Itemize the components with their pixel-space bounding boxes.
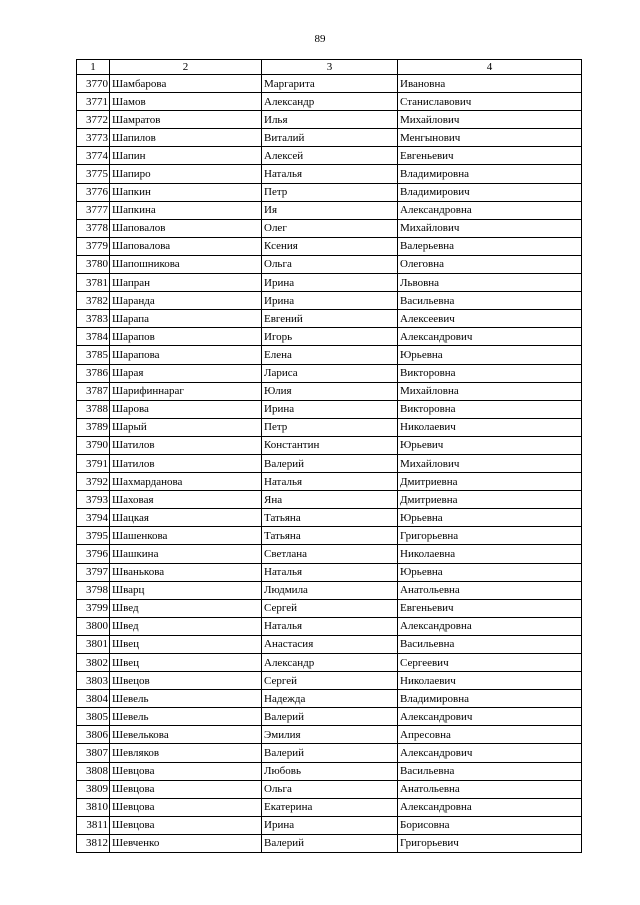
first-name-cell: Ольга — [262, 255, 398, 273]
patronymic-cell: Михайлович — [398, 219, 582, 237]
surname-cell: Шевченко — [110, 834, 262, 852]
first-name-cell: Александр — [262, 93, 398, 111]
table-row — [77, 599, 582, 617]
surname-cell: Шарифиннараг — [110, 382, 262, 400]
first-name-cell: Алексей — [262, 147, 398, 165]
patronymic-cell: Станиславович — [398, 93, 582, 111]
row-number-cell: 3809 — [77, 780, 110, 798]
patronymic-cell: Александровна — [398, 617, 582, 635]
first-name-cell: Наталья — [262, 473, 398, 491]
surname-cell: Шамратов — [110, 111, 262, 129]
patronymic-cell: Николаевич — [398, 672, 582, 690]
patronymic-cell: Дмитриевна — [398, 491, 582, 509]
patronymic-cell: Евгеньевич — [398, 147, 582, 165]
row-number-cell: 3772 — [77, 111, 110, 129]
table-row — [77, 654, 582, 672]
surname-cell: Шамов — [110, 93, 262, 111]
first-name-cell: Наталья — [262, 563, 398, 581]
surname-cell: Шамбарова — [110, 75, 262, 93]
surname-cell: Шацкая — [110, 509, 262, 527]
patronymic-cell: Ивановна — [398, 75, 582, 93]
table-header-row — [77, 60, 582, 75]
row-number-cell: 3779 — [77, 237, 110, 255]
patronymic-cell: Владимировна — [398, 690, 582, 708]
first-name-cell: Ия — [262, 201, 398, 219]
surname-cell: Шарый — [110, 418, 262, 436]
first-name-cell: Екатерина — [262, 798, 398, 816]
table-row — [77, 129, 582, 147]
row-number-cell: 3771 — [77, 93, 110, 111]
table-row — [77, 834, 582, 852]
table-row — [77, 690, 582, 708]
surname-cell: Шапошникова — [110, 255, 262, 273]
patronymic-cell: Анатольевна — [398, 780, 582, 798]
table-row — [77, 436, 582, 454]
table-row — [77, 93, 582, 111]
surname-cell: Шевель — [110, 708, 262, 726]
table-row — [77, 400, 582, 418]
patronymic-cell: Николаевна — [398, 545, 582, 563]
table-row — [77, 473, 582, 491]
row-number-cell: 3806 — [77, 726, 110, 744]
surname-cell: Швед — [110, 599, 262, 617]
surname-cell: Швецов — [110, 672, 262, 690]
patronymic-cell: Апресовна — [398, 726, 582, 744]
row-number-cell: 3803 — [77, 672, 110, 690]
table-row — [77, 527, 582, 545]
patronymic-cell: Евгеньевич — [398, 599, 582, 617]
patronymic-cell: Викторовна — [398, 364, 582, 382]
patronymic-cell: Васильевна — [398, 635, 582, 653]
row-number-cell: 3791 — [77, 454, 110, 472]
surname-cell: Шевцова — [110, 798, 262, 816]
patronymic-cell: Григорьевна — [398, 527, 582, 545]
table-row — [77, 418, 582, 436]
first-name-cell: Юлия — [262, 382, 398, 400]
table-row — [77, 744, 582, 762]
patronymic-cell: Юрьевна — [398, 509, 582, 527]
column-header-number: 1 — [77, 60, 110, 75]
surname-cell: Швед — [110, 617, 262, 635]
row-number-cell: 3808 — [77, 762, 110, 780]
surname-cell: Шарапов — [110, 328, 262, 346]
patronymic-cell: Владимировна — [398, 165, 582, 183]
first-name-cell: Татьяна — [262, 509, 398, 527]
row-number-cell: 3781 — [77, 274, 110, 292]
patronymic-cell: Александрович — [398, 328, 582, 346]
surname-cell: Шевцова — [110, 780, 262, 798]
table-row — [77, 75, 582, 93]
table-row — [77, 165, 582, 183]
table-row — [77, 762, 582, 780]
table-row — [77, 346, 582, 364]
table-row — [77, 292, 582, 310]
surname-cell: Шаповалов — [110, 219, 262, 237]
row-number-cell: 3801 — [77, 635, 110, 653]
row-number-cell: 3775 — [77, 165, 110, 183]
table-row — [77, 581, 582, 599]
patronymic-cell: Михайлович — [398, 454, 582, 472]
row-number-cell: 3780 — [77, 255, 110, 273]
surname-cell: Шевелькова — [110, 726, 262, 744]
row-number-cell: 3792 — [77, 473, 110, 491]
surname-cell: Шапкина — [110, 201, 262, 219]
first-name-cell: Игорь — [262, 328, 398, 346]
row-number-cell: 3784 — [77, 328, 110, 346]
patronymic-cell: Борисовна — [398, 816, 582, 834]
table-row — [77, 545, 582, 563]
surname-cell: Шевцова — [110, 762, 262, 780]
patronymic-cell: Александрович — [398, 708, 582, 726]
surname-cell: Шарапа — [110, 310, 262, 328]
surname-cell: Шатилов — [110, 454, 262, 472]
patronymic-cell: Михайловна — [398, 382, 582, 400]
patronymic-cell: Юрьевич — [398, 436, 582, 454]
patronymic-cell: Александровна — [398, 201, 582, 219]
surname-cell: Шаранда — [110, 292, 262, 310]
row-number-cell: 3793 — [77, 491, 110, 509]
table-row — [77, 274, 582, 292]
table-row — [77, 491, 582, 509]
table-row — [77, 219, 582, 237]
table-row — [77, 382, 582, 400]
table-row — [77, 201, 582, 219]
patronymic-cell: Владимирович — [398, 183, 582, 201]
column-header-surname: 2 — [110, 60, 262, 75]
patronymic-cell: Григорьевич — [398, 834, 582, 852]
names-table — [76, 59, 582, 853]
row-number-cell: 3810 — [77, 798, 110, 816]
first-name-cell: Ирина — [262, 274, 398, 292]
row-number-cell: 3790 — [77, 436, 110, 454]
first-name-cell: Татьяна — [262, 527, 398, 545]
table-row — [77, 237, 582, 255]
row-number-cell: 3786 — [77, 364, 110, 382]
surname-cell: Шарапова — [110, 346, 262, 364]
patronymic-cell: Алексеевич — [398, 310, 582, 328]
table-body — [77, 75, 582, 853]
table-row — [77, 780, 582, 798]
table-row — [77, 454, 582, 472]
row-number-cell: 3789 — [77, 418, 110, 436]
table-row — [77, 708, 582, 726]
first-name-cell: Людмила — [262, 581, 398, 599]
surname-cell: Шапиро — [110, 165, 262, 183]
patronymic-cell: Викторовна — [398, 400, 582, 418]
patronymic-cell: Анатольевна — [398, 581, 582, 599]
first-name-cell: Ирина — [262, 400, 398, 418]
row-number-cell: 3797 — [77, 563, 110, 581]
patronymic-cell: Менгынович — [398, 129, 582, 147]
patronymic-cell: Михайлович — [398, 111, 582, 129]
patronymic-cell: Александрович — [398, 744, 582, 762]
surname-cell: Шапкин — [110, 183, 262, 201]
first-name-cell: Илья — [262, 111, 398, 129]
patronymic-cell: Александровна — [398, 798, 582, 816]
row-number-cell: 3805 — [77, 708, 110, 726]
first-name-cell: Ксения — [262, 237, 398, 255]
row-number-cell: 3782 — [77, 292, 110, 310]
first-name-cell: Валерий — [262, 834, 398, 852]
column-header-patronymic: 4 — [398, 60, 582, 75]
surname-cell: Шашкина — [110, 545, 262, 563]
surname-cell: Шапин — [110, 147, 262, 165]
first-name-cell: Ирина — [262, 292, 398, 310]
first-name-cell: Ольга — [262, 780, 398, 798]
first-name-cell: Сергей — [262, 672, 398, 690]
first-name-cell: Александр — [262, 654, 398, 672]
row-number-cell: 3785 — [77, 346, 110, 364]
row-number-cell: 3812 — [77, 834, 110, 852]
row-number-cell: 3788 — [77, 400, 110, 418]
row-number-cell: 3773 — [77, 129, 110, 147]
surname-cell: Шевляков — [110, 744, 262, 762]
table-row — [77, 635, 582, 653]
table-row — [77, 310, 582, 328]
surname-cell: Швец — [110, 635, 262, 653]
first-name-cell: Наталья — [262, 165, 398, 183]
row-number-cell: 3787 — [77, 382, 110, 400]
row-number-cell: 3783 — [77, 310, 110, 328]
row-number-cell: 3778 — [77, 219, 110, 237]
first-name-cell: Виталий — [262, 129, 398, 147]
table-row — [77, 183, 582, 201]
table-row — [77, 364, 582, 382]
first-name-cell: Маргарита — [262, 75, 398, 93]
first-name-cell: Евгений — [262, 310, 398, 328]
page-number: 89 — [314, 33, 326, 45]
patronymic-cell: Сергеевич — [398, 654, 582, 672]
table-row — [77, 509, 582, 527]
row-number-cell: 3799 — [77, 599, 110, 617]
column-header-name: 3 — [262, 60, 398, 75]
patronymic-cell: Юрьевна — [398, 563, 582, 581]
row-number-cell: 3800 — [77, 617, 110, 635]
table-row — [77, 617, 582, 635]
first-name-cell: Яна — [262, 491, 398, 509]
surname-cell: Шахмарданова — [110, 473, 262, 491]
patronymic-cell: Васильевна — [398, 292, 582, 310]
row-number-cell: 3804 — [77, 690, 110, 708]
surname-cell: Шаповалова — [110, 237, 262, 255]
row-number-cell: 3794 — [77, 509, 110, 527]
first-name-cell: Валерий — [262, 708, 398, 726]
patronymic-cell: Дмитриевна — [398, 473, 582, 491]
surname-cell: Швец — [110, 654, 262, 672]
surname-cell: Шевцова — [110, 816, 262, 834]
surname-cell: Шаховая — [110, 491, 262, 509]
first-name-cell: Лариса — [262, 364, 398, 382]
patronymic-cell: Львовна — [398, 274, 582, 292]
patronymic-cell: Николаевич — [398, 418, 582, 436]
table-row — [77, 672, 582, 690]
table-row — [77, 111, 582, 129]
first-name-cell: Олег — [262, 219, 398, 237]
first-name-cell: Константин — [262, 436, 398, 454]
patronymic-cell: Олеговна — [398, 255, 582, 273]
table-row — [77, 816, 582, 834]
first-name-cell: Светлана — [262, 545, 398, 563]
first-name-cell: Любовь — [262, 762, 398, 780]
row-number-cell: 3776 — [77, 183, 110, 201]
table-row — [77, 328, 582, 346]
first-name-cell: Анастасия — [262, 635, 398, 653]
patronymic-cell: Юрьевна — [398, 346, 582, 364]
first-name-cell: Валерий — [262, 744, 398, 762]
table-row — [77, 563, 582, 581]
row-number-cell: 3798 — [77, 581, 110, 599]
first-name-cell: Валерий — [262, 454, 398, 472]
first-name-cell: Наталья — [262, 617, 398, 635]
surname-cell: Шашенкова — [110, 527, 262, 545]
row-number-cell: 3795 — [77, 527, 110, 545]
table-row — [77, 726, 582, 744]
first-name-cell: Надежда — [262, 690, 398, 708]
first-name-cell: Эмилия — [262, 726, 398, 744]
surname-cell: Шванькова — [110, 563, 262, 581]
surname-cell: Шарова — [110, 400, 262, 418]
first-name-cell: Ирина — [262, 816, 398, 834]
row-number-cell: 3811 — [77, 816, 110, 834]
table-row — [77, 255, 582, 273]
patronymic-cell: Валерьевна — [398, 237, 582, 255]
row-number-cell: 3807 — [77, 744, 110, 762]
surname-cell: Шапран — [110, 274, 262, 292]
table-row — [77, 798, 582, 816]
surname-cell: Шарая — [110, 364, 262, 382]
row-number-cell: 3774 — [77, 147, 110, 165]
first-name-cell: Сергей — [262, 599, 398, 617]
surname-cell: Шевель — [110, 690, 262, 708]
first-name-cell: Петр — [262, 183, 398, 201]
first-name-cell: Елена — [262, 346, 398, 364]
table-row — [77, 147, 582, 165]
row-number-cell: 3770 — [77, 75, 110, 93]
row-number-cell: 3777 — [77, 201, 110, 219]
surname-cell: Шварц — [110, 581, 262, 599]
surname-cell: Шапилов — [110, 129, 262, 147]
first-name-cell: Петр — [262, 418, 398, 436]
row-number-cell: 3796 — [77, 545, 110, 563]
patronymic-cell: Васильевна — [398, 762, 582, 780]
row-number-cell: 3802 — [77, 654, 110, 672]
surname-cell: Шатилов — [110, 436, 262, 454]
